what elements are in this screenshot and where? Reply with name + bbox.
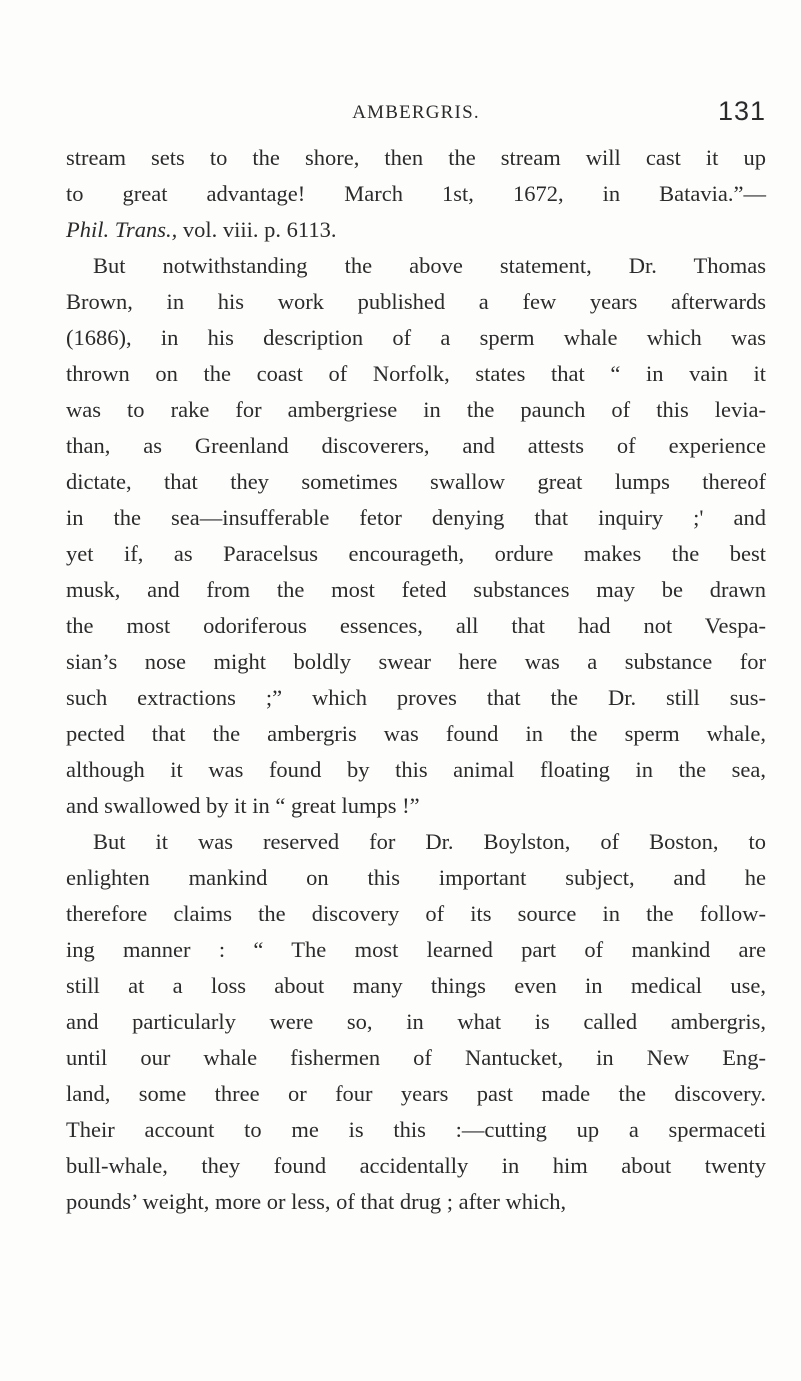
line-text: pounds’ weight, more or less, of that drug ; after which, [66,1189,567,1214]
text-line [66,1112,766,1148]
line-text: But notwithstanding the above statement, Dr. Thomas [93,253,766,278]
text-line [66,212,766,248]
text-line [66,1040,766,1076]
line-text: was to rake for ambergriese in the paunch of this levia- [66,397,766,422]
line-text: stream sets to the shore, then the stream will cast it up [66,145,766,170]
text-line [66,1184,766,1220]
text-line [66,500,766,536]
line-text: enlighten mankind on this important subject, and he [66,865,766,890]
text-line [66,824,766,860]
line-text: to great advantage! March 1st, 1672, in Batavia.”— [66,181,766,206]
line-text: Brown, in his work published a few years afterwards [66,289,766,314]
running-title: AMBERGRIS. [352,102,480,123]
text-line [66,320,766,356]
line-text: sian’s nose might boldly swear here was a substance for [66,649,766,674]
line-text: in the sea—insufferable fetor denying that inquiry ;' and [66,505,766,530]
line-text: therefore claims the discovery of its source in the follow- [66,901,766,926]
line-text: thrown on the coast of Norfolk, states that “ in vain it [66,361,766,386]
line-text: ing manner : “ The most learned part of mankind are [66,937,766,962]
text-line [66,140,766,176]
line-text: and particularly were so, in what is called ambergris, [66,1009,766,1034]
text-line [66,860,766,896]
line-text: Their account to me is this :—cutting up a spermaceti [66,1117,766,1142]
line-text: dictate, that they sometimes swallow great lumps thereof [66,469,766,494]
text-line [66,356,766,392]
line-text: although it was found by this animal floating in the sea, [66,757,766,782]
line-text: the most odoriferous essences, all that had not Vespa- [66,613,766,638]
line-text: (1686), in his description of a sperm whale which was [66,325,766,350]
text-line [66,284,766,320]
line-text: But it was reserved for Dr. Boylston, of Boston, to [93,829,766,854]
text-line [66,176,766,212]
text-line [66,680,766,716]
line-text: than, as Greenland discoverers, and attests of experience [66,433,766,458]
line-text: and swallowed by it in “ great lumps !” [66,793,420,818]
line-text: vol. viii. p. 6113. [177,217,337,242]
text-line [66,1004,766,1040]
text-line [66,572,766,608]
text-line [66,932,766,968]
text-line [66,752,766,788]
text-line [66,608,766,644]
running-head [66,90,766,130]
text-line [66,392,766,428]
text-line [66,1148,766,1184]
line-text: pected that the ambergris was found in the sperm whale, [66,721,766,746]
line-text: still at a loss about many things even in medical use, [66,973,766,998]
text-line [66,716,766,752]
text-line [66,536,766,572]
text-line [66,788,766,824]
text-line [66,248,766,284]
line-text: land, some three or four years past made the discovery. [66,1081,766,1106]
body-text [66,140,766,1220]
line-text: musk, and from the most feted substances may be drawn [66,577,766,602]
text-line [66,968,766,1004]
page-number: 131 [717,96,766,126]
citation-italic: Phil. Trans., [66,217,178,242]
line-text: such extractions ;” which proves that the Dr. still sus- [66,685,766,710]
line-text: bull-whale, they found accidentally in him about twenty [66,1153,766,1178]
line-text: yet if, as Paracelsus encourageth, ordure makes the best [66,541,766,566]
text-line [66,896,766,932]
text-line [66,464,766,500]
text-line [66,1076,766,1112]
text-line [66,644,766,680]
line-text: until our whale fishermen of Nantucket, in New Eng- [66,1045,766,1070]
text-line [66,428,766,464]
